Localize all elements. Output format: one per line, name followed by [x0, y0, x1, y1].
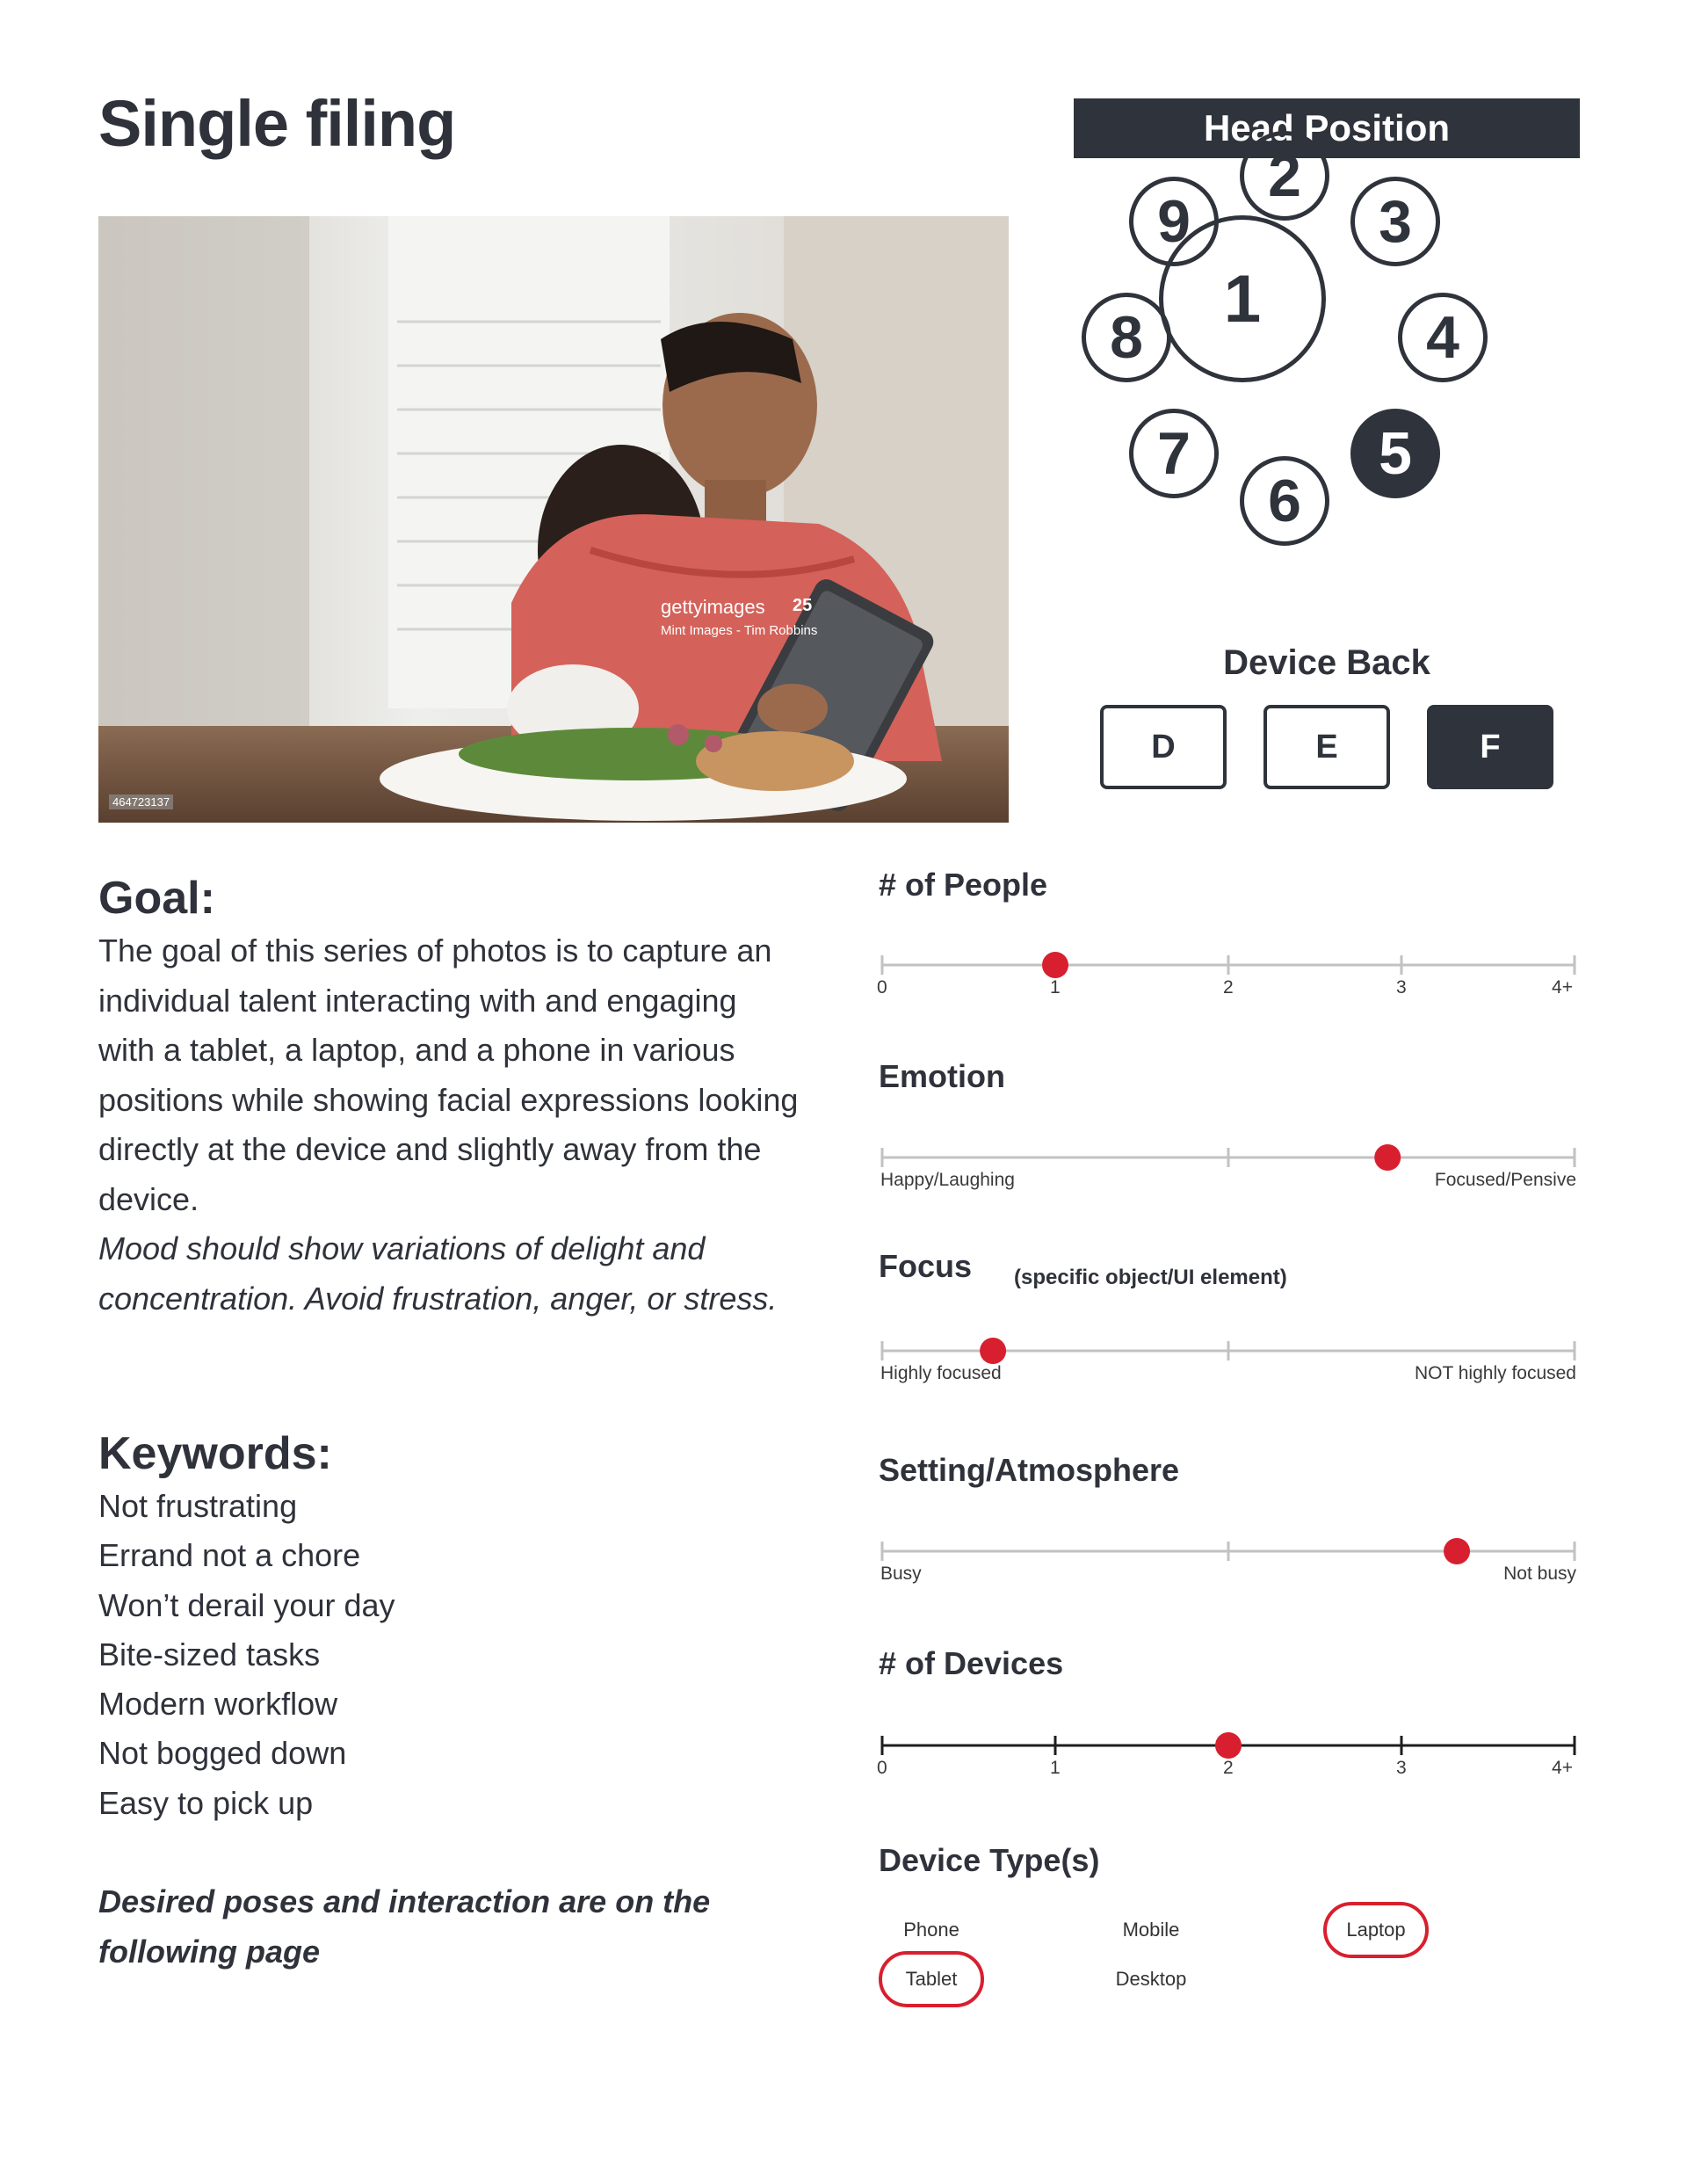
- setting-left-label: Busy: [880, 1564, 922, 1584]
- focus-title: Focus: [879, 1248, 973, 1284]
- watermark-credit: Mint Images - Tim Robbins: [661, 623, 818, 638]
- setting-right-label: Not busy: [1503, 1564, 1576, 1584]
- head-position-7: 7: [1129, 409, 1219, 498]
- head-position-8: 8: [1082, 293, 1171, 382]
- keyword-item: Errand not a chore: [98, 1537, 361, 1574]
- devices-tick-label: 1: [1050, 1758, 1061, 1778]
- device-type-phone: Phone: [903, 1919, 959, 1941]
- image-id: 464723137: [109, 795, 173, 809]
- devices-tick-label: 4+: [1552, 1758, 1573, 1778]
- emotion-title: Emotion: [879, 1058, 1005, 1094]
- keyword-item: Modern workflow: [98, 1686, 338, 1723]
- keyword-item: Easy to pick up: [98, 1784, 314, 1821]
- emotion-left-label: Happy/Laughing: [880, 1170, 1015, 1190]
- closing-note: Desired poses and interaction are on the following page: [98, 1883, 711, 1970]
- device-type-tablet: Tablet: [879, 1951, 984, 2007]
- head-position-1: 1: [1159, 215, 1326, 382]
- setting-marker: [1444, 1538, 1470, 1564]
- head-position-6: 6: [1240, 456, 1329, 546]
- people-title: # of People: [879, 867, 1048, 903]
- people-tick-label: 3: [1396, 977, 1407, 998]
- emotion-marker: [1374, 1144, 1401, 1171]
- people-tick-label: 0: [877, 977, 887, 998]
- page-title: Single filing: [98, 87, 456, 160]
- devices-tick-label: 2: [1223, 1758, 1234, 1778]
- keyword-item: Bite-sized tasks: [98, 1636, 321, 1672]
- keyword-item: Won’t derail your day: [98, 1586, 395, 1623]
- devices-tick-label: 0: [877, 1758, 887, 1778]
- devices-tick-label: 3: [1396, 1758, 1407, 1778]
- head-position-3: 3: [1350, 177, 1440, 266]
- device-back-e: E: [1263, 705, 1390, 789]
- focus-subtitle: (specific object/UI element): [1014, 1266, 1287, 1289]
- watermark-brand: gettyimages: [661, 596, 765, 618]
- device-back-d: D: [1100, 705, 1227, 789]
- head-position-header: Head Position: [1074, 98, 1580, 158]
- devices-marker: [1215, 1732, 1242, 1759]
- device-types-title: Device Type(s): [879, 1842, 1100, 1878]
- head-position-5: 5: [1350, 409, 1440, 498]
- keywords-heading: Keywords:: [98, 1428, 332, 1479]
- head-position-2: 2: [1240, 131, 1329, 221]
- focus-left-label: Highly focused: [880, 1363, 1002, 1383]
- devices-title: # of Devices: [879, 1645, 1064, 1681]
- device-back-title: Device Back: [1223, 643, 1430, 682]
- device-back-f: F: [1427, 705, 1553, 789]
- watermark-badge: 25: [793, 596, 813, 615]
- goal-heading: Goal:: [98, 873, 215, 924]
- emotion-right-label: Focused/Pensive: [1434, 1170, 1576, 1190]
- goal-mood: Mood should show variations of delight and concentration. Avoid frustration, anger, or stress.: [98, 1230, 778, 1317]
- device-type-laptop: Laptop: [1323, 1902, 1429, 1958]
- keyword-item: Not frustrating: [98, 1488, 298, 1524]
- head-position-4: 4: [1398, 293, 1488, 382]
- goal-body: The goal of this series of photos is to capture an individual talent interacting with and engaging with a tablet, a laptop, and a phone in various positions while showing facial expressions looking directly at the device and slightly away from the device.: [98, 932, 799, 1217]
- people-tick-label: 1: [1050, 977, 1061, 998]
- setting-title: Setting/Atmosphere: [879, 1452, 1180, 1488]
- keyword-item: Not bogged down: [98, 1735, 347, 1772]
- focus-marker: [980, 1338, 1006, 1364]
- people-tick-label: 2: [1223, 977, 1234, 998]
- device-type-mobile: Mobile: [1122, 1919, 1180, 1941]
- device-type-desktop: Desktop: [1115, 1968, 1187, 1990]
- people-tick-label: 4+: [1552, 977, 1573, 998]
- head-position-9: 9: [1129, 177, 1219, 266]
- people-marker: [1042, 952, 1068, 978]
- focus-right-label: NOT highly focused: [1414, 1363, 1576, 1383]
